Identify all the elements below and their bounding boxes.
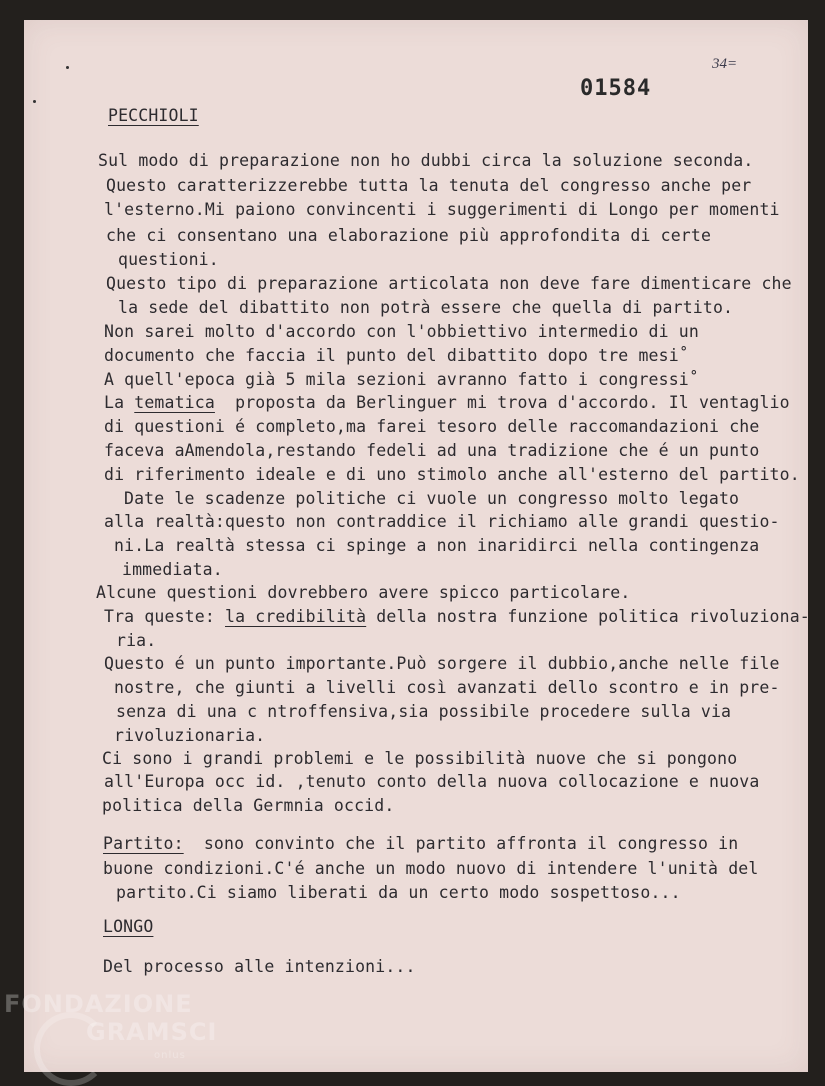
watermark-line1: FONDAZIONE bbox=[4, 990, 193, 1018]
ink-speck bbox=[66, 66, 69, 69]
pecchioli-line: Non sarei molto d'accordo con l'obbiettivo intermedio di un bbox=[104, 322, 699, 341]
pecchioli-line: che ci consentano una elaborazione più approfondita di certe bbox=[106, 226, 712, 245]
pecchioli-line: l'esterno.Mi paiono convincenti i suggerimenti di Longo per momenti bbox=[104, 200, 780, 219]
underlined-term: tematica bbox=[134, 393, 215, 412]
pecchioli-line: di questioni é completo,ma farei tesoro delle raccomandazioni che bbox=[104, 417, 760, 436]
pecchioli-line: politica della Germnia occid. bbox=[102, 796, 395, 815]
pecchioli-line: Ci sono i grandi problemi e le possibilità nuove che si pongono bbox=[102, 749, 738, 768]
pecchioli-line: Tra queste: la credibilità della nostra funzione politica rivoluziona- bbox=[104, 607, 810, 626]
pecchioli-line: Partito: sono convinto che il partito affronta il congresso in bbox=[103, 834, 739, 853]
pecchioli-line: senza di una c ntroffensiva,sia possibile procedere sulla via bbox=[116, 702, 732, 721]
pecchioli-line: Alcune questioni dovrebbero avere spicco particolare. bbox=[96, 583, 631, 602]
pecchioli-line: Date le scadenze politiche ci vuole un congresso molto legato bbox=[124, 489, 740, 508]
ink-speck bbox=[33, 100, 36, 103]
pecchioli-line: Questo é un punto importante.Può sorgere il dubbio,anche nelle file bbox=[104, 654, 780, 673]
pecchioli-line: A quell'epoca già 5 mila sezioni avranno fatto i congressi˚ bbox=[104, 370, 699, 389]
pecchioli-line: partito.Ci siamo liberati da un certo modo sospettoso... bbox=[116, 883, 681, 902]
pecchioli-line: ni.La realtà stessa ci spinge a non inaridirci nella contingenza bbox=[114, 536, 760, 555]
pecchioli-line: documento che faccia il punto del dibattito dopo tre mesi˚ bbox=[104, 346, 689, 365]
page-number: 34= bbox=[712, 56, 738, 72]
document-number: 01584 bbox=[580, 76, 652, 101]
watermark-line3: onlus bbox=[154, 1050, 186, 1061]
heading-longo: LONGO bbox=[103, 917, 154, 936]
underlined-term: la credibilità bbox=[225, 607, 367, 626]
pecchioli-line: rivoluzionaria. bbox=[114, 726, 266, 745]
pecchioli-line: Questo tipo di preparazione articolata non deve fare dimenticare che bbox=[106, 274, 792, 293]
fondazione-gramsci-watermark bbox=[4, 990, 218, 1061]
pecchioli-line: buone condizioni.C'é anche un modo nuovo di intendere l'unità del bbox=[103, 859, 759, 878]
pecchioli-line: faceva aAmendola,restando fedeli ad una tradizione che é un punto bbox=[104, 441, 760, 460]
watermark-line2: GRAMSCI bbox=[86, 1018, 218, 1046]
pecchioli-line: Sul modo di preparazione non ho dubbi circa la soluzione seconda. bbox=[98, 151, 754, 170]
pecchioli-line: La tematica proposta da Berlinguer mi trova d'accordo. Il ventaglio bbox=[104, 393, 790, 412]
underlined-term: Partito: bbox=[103, 834, 184, 853]
longo-line: Del processo alle intenzioni... bbox=[103, 957, 416, 976]
pecchioli-line: ria. bbox=[116, 631, 157, 650]
pecchioli-line: immediata. bbox=[122, 560, 223, 579]
pecchioli-line: alla realtà:questo non contraddice il richiamo alle grandi questio- bbox=[104, 512, 780, 531]
pecchioli-line: di riferimento ideale e di uno stimolo anche all'esterno del partito. bbox=[104, 465, 800, 484]
heading-pecchioli: PECCHIOLI bbox=[108, 106, 199, 125]
pecchioli-line: all'Europa occ id. ,tenuto conto della nuova collocazione e nuova bbox=[104, 772, 760, 791]
pecchioli-line: Questo caratterizzerebbe tutta la tenuta del congresso anche per bbox=[106, 176, 752, 195]
pecchioli-line: nostre, che giunti a livelli così avanzati dello scontro e in pre- bbox=[114, 678, 780, 697]
pecchioli-line: la sede del dibattito non potrà essere che quella di partito. bbox=[118, 298, 734, 317]
pecchioli-line: questioni. bbox=[118, 250, 219, 269]
